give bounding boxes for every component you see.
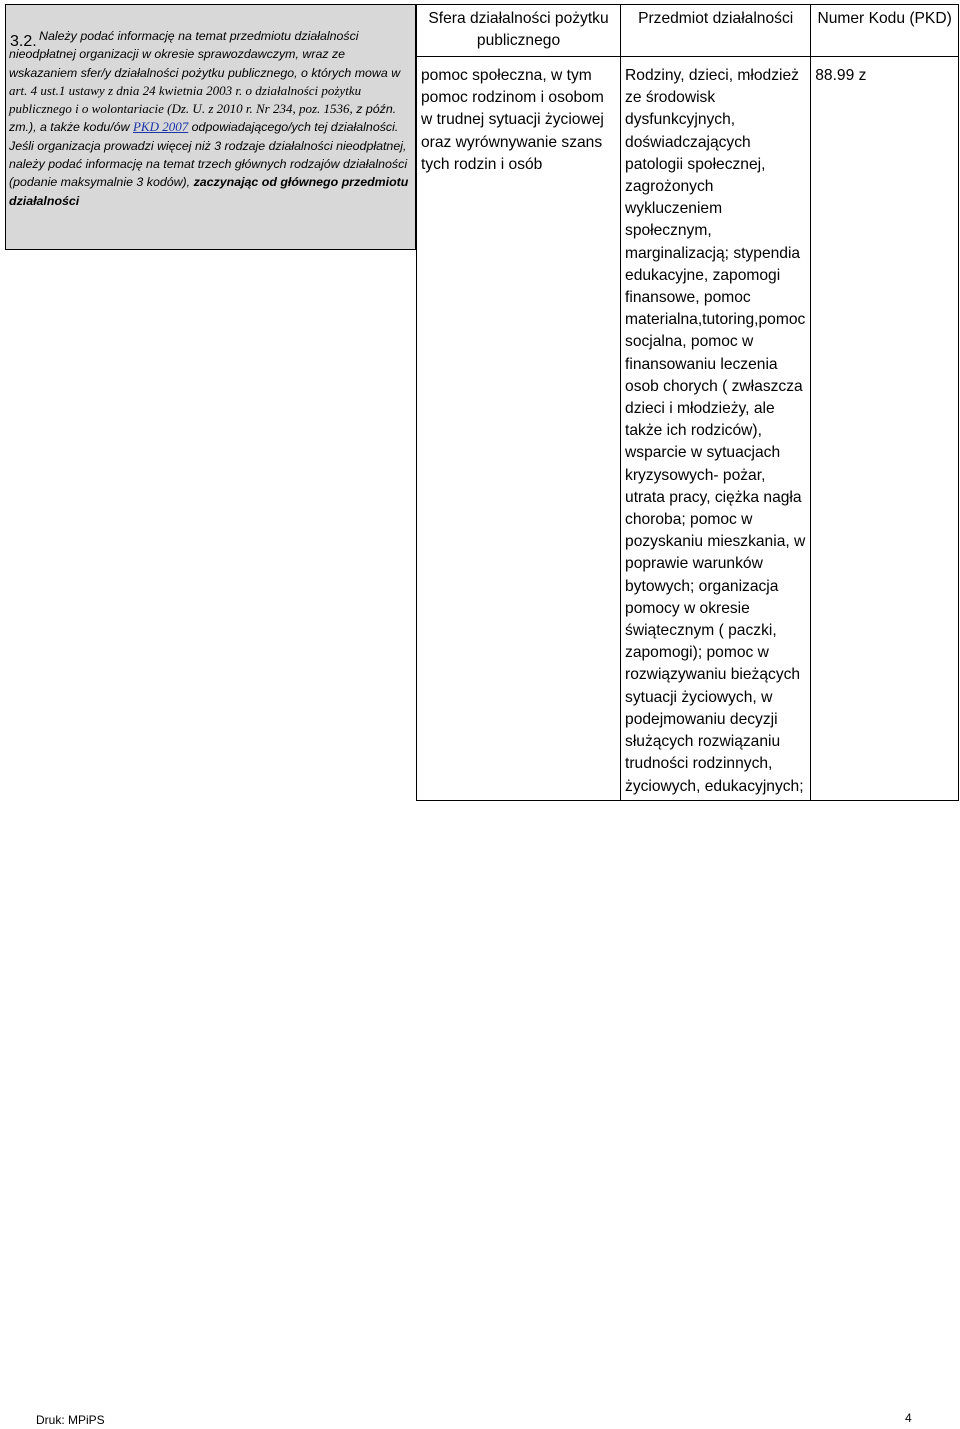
section-instruction	[9, 27, 411, 210]
section-number: 3.2.	[10, 33, 37, 50]
header-sphere: Sfera działalności pożytku publicznego	[417, 5, 621, 57]
page-number: 4	[905, 1411, 912, 1425]
cell-subject: Rodziny, dzieci, młodzież ze środowisk dysfunkcyjnych, doświadczających patologii społecznej, zagrożonych wykluczeniem społecznym, marginalizacją; stypendia edukacyjne, zapomogi finansowe, pomoc materialna,tutoring,pomoc socjalna, pomoc w finansowaniu leczenia osob chorych ( zwłaszcza dzieci i młodzieży, ale także ich rodziców), wsparcie w sytuacjach kryzysowych- pożar, utrata pracy, ciężka nagła choroba; pomoc w pozyskaniu mieszkania, w poprawie warunków bytowych; organizacja pomocy w okresie świątecznym ( paczki, zapomogi); pomoc w rozwiązywaniu bieżących sytuacji życiowych, w podejmowaniu decyzji służących rozwiązaniu trudności rodzinnych, życiowych, edukacyjnych;	[621, 57, 811, 801]
instruction-part-3: odpowiadającego/ych tej działalności. Jeśli organizacja prowadzi więcej niż 3 rodzaje działalności nieodpłatnej, należy podać informację na temat trzech głównych rodzajów działalności (podanie maksymalnie 3 kodów),	[9, 120, 408, 190]
header-pkd-code: Numer Kodu (PKD)	[811, 5, 959, 57]
cell-pkd-code: 88.99 z	[811, 57, 959, 801]
law-reference: art. 4 ust.1 ustawy z dnia 24 kwietnia 2003 r. o działalności pożytku publicznego i o wolontariacie (Dz. U. z 2010 r. Nr 234, poz. 1536,	[9, 82, 362, 117]
header-subject: Przedmiot działalności	[621, 5, 811, 57]
section-instruction-box	[5, 4, 416, 250]
pkd-link[interactable]: PKD 2007	[132, 119, 189, 135]
table-header-row	[417, 5, 959, 57]
instruction-part-1: Należy podać informację na temat przedmiotu działalności nieodpłatnej organizacji w okresie sprawozdawczym, wraz ze wskazaniem sfer/y działalności pożytku publicznego, o których mowa w	[9, 29, 401, 80]
cell-sphere: pomoc społeczna, w tym pomoc rodzinom i osobom w trudnej sytuacji życiowej oraz wyrównywanie szans tych rodzin i osób	[417, 57, 621, 801]
activity-table	[416, 4, 959, 801]
instruction-bold: zaczynając od głównego przedmiotu działalności	[9, 175, 409, 208]
instruction-part-2: z późn. zm.), a także kodu/ów	[9, 102, 397, 135]
print-label: Druk: MPiPS	[36, 1413, 105, 1427]
table-row	[417, 57, 959, 801]
